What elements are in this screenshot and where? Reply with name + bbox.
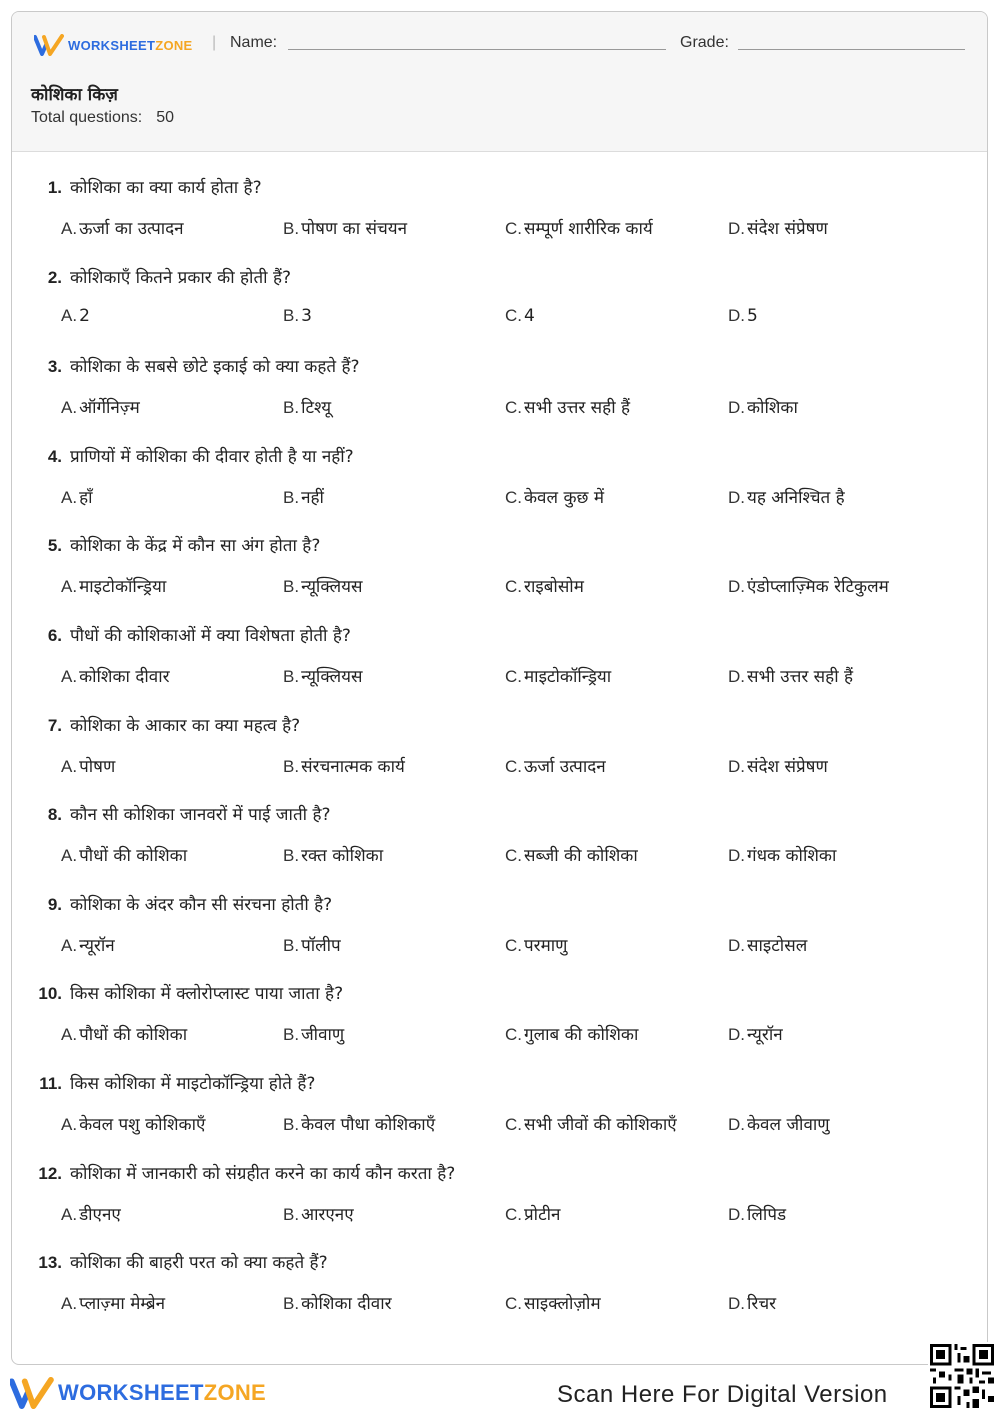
option-text: साइक्लोज़ोम xyxy=(524,1294,601,1314)
option-letter: B. xyxy=(283,1294,300,1313)
question-number: 12. xyxy=(38,1164,62,1183)
question-item xyxy=(12,1247,987,1336)
option-letter: C. xyxy=(505,936,522,955)
question-number: 13. xyxy=(38,1253,62,1272)
option-letter: D. xyxy=(728,488,745,507)
option-letter: B. xyxy=(283,1205,300,1224)
option-text: रिचर xyxy=(747,1294,777,1314)
answer-option[interactable] xyxy=(61,216,184,239)
answer-option[interactable] xyxy=(61,574,166,597)
answer-option[interactable] xyxy=(728,1202,786,1225)
option-letter: A. xyxy=(61,488,78,507)
option-text: माइटोकॉन्ड्रिया xyxy=(79,577,167,597)
option-letter: D. xyxy=(728,757,745,776)
total-questions-value: 50 xyxy=(156,109,174,126)
answer-option[interactable] xyxy=(728,933,807,956)
option-text: सभी जीवों की कोशिकाएँ xyxy=(524,1115,677,1135)
question-item xyxy=(12,799,987,888)
option-letter: A. xyxy=(61,398,78,417)
option-letter: C. xyxy=(505,1115,522,1134)
option-text: केवल पौधा कोशिकाएँ xyxy=(301,1115,436,1135)
option-letter: C. xyxy=(505,1025,522,1044)
answer-option[interactable] xyxy=(283,664,362,687)
option-letter: D. xyxy=(728,846,745,865)
answer-option[interactable] xyxy=(61,843,187,866)
scan-text: Scan Here For Digital Version xyxy=(557,1381,888,1408)
option-text: केवल पशु कोशिकाएँ xyxy=(79,1115,206,1135)
option-letter: A. xyxy=(61,667,78,686)
option-letter: A. xyxy=(61,577,78,596)
answer-option[interactable] xyxy=(61,1112,205,1135)
option-text: ऊर्जा का उत्पादन xyxy=(79,219,184,239)
option-text: न्यूक्लियस xyxy=(301,577,363,597)
option-letter: B. xyxy=(283,306,300,325)
question-prompt: किस कोशिका में क्लोरोप्लास्ट पाया जाता है? xyxy=(70,984,344,1004)
option-letter: D. xyxy=(728,667,745,686)
name-label: Name: xyxy=(230,34,278,51)
question-text xyxy=(26,802,331,825)
answer-option[interactable] xyxy=(728,1112,830,1135)
option-letter: C. xyxy=(505,667,522,686)
question-text xyxy=(26,354,360,377)
answer-option[interactable] xyxy=(283,1202,354,1225)
option-text: सम्पूर्ण शारीरिक कार्य xyxy=(524,219,653,239)
footer-logo xyxy=(10,1376,266,1410)
footer-logo-text-zone: ZONE xyxy=(203,1380,267,1405)
answer-option[interactable] xyxy=(61,1022,187,1045)
question-item xyxy=(12,530,987,619)
answer-option[interactable] xyxy=(728,1022,783,1045)
option-text: गंधक कोशिका xyxy=(747,846,837,866)
option-letter: C. xyxy=(505,1294,522,1313)
answer-option[interactable] xyxy=(283,1112,435,1135)
answer-option[interactable] xyxy=(61,664,170,687)
answer-option[interactable] xyxy=(505,843,638,866)
option-letter: D. xyxy=(728,1115,745,1134)
answer-option[interactable] xyxy=(728,485,845,508)
question-text xyxy=(26,623,351,646)
option-text: न्यूरॉन xyxy=(747,1025,783,1045)
answer-option[interactable] xyxy=(505,1022,638,1045)
question-text xyxy=(26,892,332,915)
option-letter: C. xyxy=(505,577,522,596)
total-questions-label: Total questions: xyxy=(31,109,143,126)
option-letter: D. xyxy=(728,398,745,417)
option-letter: A. xyxy=(61,757,78,776)
answer-option[interactable] xyxy=(505,574,584,597)
question-item xyxy=(12,710,987,799)
option-text: गुलाब की कोशिका xyxy=(524,1025,639,1045)
question-item xyxy=(12,262,987,351)
option-letter: A. xyxy=(61,1294,78,1313)
option-letter: A. xyxy=(61,219,78,238)
footer-logo-text-worksheet: WORKSHEET xyxy=(58,1380,204,1405)
answer-option[interactable] xyxy=(505,1112,677,1135)
grade-label: Grade: xyxy=(680,34,729,51)
option-text: संदेश संप्रेषण xyxy=(747,757,828,777)
answer-option[interactable] xyxy=(283,843,383,866)
option-text: न्यूक्लियस xyxy=(301,667,363,687)
option-text: पॉलीप xyxy=(301,936,341,956)
option-letter: B. xyxy=(283,757,300,776)
question-number: 3. xyxy=(47,357,62,376)
question-prompt: कोशिका की बाहरी परत को क्या कहते हैं? xyxy=(70,1253,328,1273)
option-text: परमाणु xyxy=(524,936,568,956)
option-letter: A. xyxy=(61,846,78,865)
answer-option[interactable] xyxy=(61,395,140,418)
logo-text-worksheet: WORKSHEET xyxy=(68,37,156,53)
option-letter: C. xyxy=(505,306,522,325)
option-letter: B. xyxy=(283,398,300,417)
question-prompt: कोशिकाएँ कितने प्रकार की होती हैं? xyxy=(70,268,292,288)
question-text xyxy=(26,1250,328,1273)
option-text: हाँ xyxy=(79,488,93,508)
option-text: पौधों की कोशिका xyxy=(79,1025,188,1045)
option-text: कोशिका xyxy=(747,398,798,418)
answer-option[interactable] xyxy=(283,395,331,418)
qr-code-icon[interactable] xyxy=(928,1342,996,1410)
option-text: यह अनिश्चित है xyxy=(747,488,845,508)
question-item xyxy=(12,1068,987,1157)
answer-option[interactable] xyxy=(505,395,630,418)
option-letter: D. xyxy=(728,219,745,238)
answer-option[interactable] xyxy=(728,664,853,687)
option-letter: D. xyxy=(728,306,745,325)
option-text: कोशिका दीवार xyxy=(301,1294,392,1314)
logo-text-zone: ZONE xyxy=(155,37,193,53)
answer-option[interactable] xyxy=(283,485,324,508)
answer-option[interactable] xyxy=(283,933,341,956)
option-text: न्यूरॉन xyxy=(79,936,115,956)
option-letter: A. xyxy=(61,306,78,325)
answer-option[interactable] xyxy=(728,754,828,777)
question-number: 9. xyxy=(47,895,62,914)
answer-option[interactable] xyxy=(505,485,604,508)
option-text: टिश्यू xyxy=(301,398,332,418)
option-letter: C. xyxy=(505,488,522,507)
worksheetzone-logo-icon xyxy=(10,1377,54,1409)
answer-option[interactable] xyxy=(283,1022,344,1045)
footer-logo-text xyxy=(58,1380,266,1406)
question-prompt: कौन सी कोशिका जानवरों में पाई जाती है? xyxy=(70,805,331,825)
option-text: पोषण का संचयन xyxy=(301,219,408,239)
logo-text xyxy=(68,38,193,53)
question-number: 6. xyxy=(47,626,62,645)
answer-option[interactable] xyxy=(728,395,798,418)
question-text xyxy=(26,713,300,736)
option-letter: D. xyxy=(728,1205,745,1224)
worksheetzone-logo-icon xyxy=(34,34,64,56)
option-text: केवल कुछ में xyxy=(524,488,604,508)
question-prompt: पौधों की कोशिकाओं में क्या विशेषता होती है? xyxy=(70,626,351,646)
answer-option[interactable] xyxy=(283,216,407,239)
answer-option[interactable] xyxy=(61,933,115,956)
option-letter: C. xyxy=(505,757,522,776)
option-letter: C. xyxy=(505,846,522,865)
answer-option[interactable] xyxy=(61,1202,121,1225)
question-item xyxy=(12,620,987,709)
option-letter: B. xyxy=(283,667,300,686)
option-text: राइबोसोम xyxy=(524,577,584,597)
answer-option[interactable] xyxy=(505,1291,601,1314)
option-letter: B. xyxy=(283,577,300,596)
option-text: जीवाणु xyxy=(301,1025,345,1045)
option-text: आरएनए xyxy=(301,1205,354,1225)
option-text: प्लाज़्मा मेम्ब्रेन xyxy=(79,1294,166,1314)
question-text xyxy=(26,1161,455,1184)
question-prompt: कोशिका के सबसे छोटे इकाई को क्या कहते हैं? xyxy=(70,357,360,377)
answer-option[interactable] xyxy=(505,754,606,777)
question-item xyxy=(12,889,987,978)
option-letter: A. xyxy=(61,1025,78,1044)
question-item xyxy=(12,1158,987,1247)
option-text: प्रोटीन xyxy=(524,1205,561,1225)
total-questions xyxy=(31,109,174,127)
question-item xyxy=(12,978,987,1067)
question-text xyxy=(26,265,291,288)
question-prompt: कोशिका के अंदर कौन सी संरचना होती है? xyxy=(70,895,333,915)
question-prompt: कोशिका में जानकारी को संग्रहीत करने का कार्य कौन करता है? xyxy=(70,1164,456,1184)
worksheet-sheet xyxy=(11,11,988,1365)
option-letter: D. xyxy=(728,577,745,596)
option-letter: C. xyxy=(505,219,522,238)
question-prompt: प्राणियों में कोशिका की दीवार होती है या नहीं? xyxy=(70,447,354,467)
option-text: सभी उत्तर सही हैं xyxy=(747,667,854,687)
answer-option[interactable] xyxy=(505,216,653,239)
option-letter: B. xyxy=(283,219,300,238)
option-letter: A. xyxy=(61,1115,78,1134)
option-letter: B. xyxy=(283,1115,300,1134)
option-text: 3 xyxy=(301,306,312,326)
option-text: संदेश संप्रेषण xyxy=(747,219,828,239)
option-text: ऑर्गेनिज़्म xyxy=(79,398,140,418)
question-text xyxy=(26,981,343,1004)
option-letter: D. xyxy=(728,1294,745,1313)
question-prompt: कोशिका का क्या कार्य होता है? xyxy=(70,178,262,198)
question-text xyxy=(26,1071,315,1094)
answer-option[interactable] xyxy=(283,754,405,777)
answer-option[interactable] xyxy=(283,574,362,597)
answer-option[interactable] xyxy=(61,754,115,777)
question-number: 7. xyxy=(47,716,62,735)
question-number: 11. xyxy=(39,1074,62,1093)
question-text xyxy=(26,444,354,467)
option-text: माइटोकॉन्ड्रिया xyxy=(524,667,612,687)
answer-option[interactable] xyxy=(728,1291,776,1314)
option-text: 4 xyxy=(524,306,535,326)
worksheet-header xyxy=(12,12,987,152)
name-field[interactable] xyxy=(288,49,666,50)
option-text: साइटोसल xyxy=(747,936,808,956)
option-letter: C. xyxy=(505,1205,522,1224)
option-text: 2 xyxy=(79,306,90,326)
answer-option[interactable] xyxy=(728,574,889,597)
option-letter: B. xyxy=(283,1025,300,1044)
option-text: कोशिका दीवार xyxy=(79,667,170,687)
question-number: 5. xyxy=(47,536,62,555)
option-text: पौधों की कोशिका xyxy=(79,846,188,866)
option-text: सभी उत्तर सही हैं xyxy=(524,398,631,418)
question-prompt: कोशिका के आकार का क्या महत्व है? xyxy=(70,716,301,736)
question-number: 1. xyxy=(47,178,62,197)
question-prompt: कोशिका के केंद्र में कौन सा अंग होता है? xyxy=(70,536,321,556)
option-letter: C. xyxy=(505,398,522,417)
answer-option[interactable] xyxy=(505,933,567,956)
answer-option[interactable] xyxy=(61,485,93,508)
option-letter: B. xyxy=(283,846,300,865)
option-text: पोषण xyxy=(79,757,116,777)
question-number: 10. xyxy=(38,984,62,1003)
answer-option[interactable] xyxy=(728,843,836,866)
answer-option[interactable] xyxy=(61,306,90,326)
header-logo xyxy=(34,34,193,56)
question-text xyxy=(26,175,262,198)
answer-option[interactable] xyxy=(728,216,828,239)
grade-field[interactable] xyxy=(738,49,965,50)
question-text xyxy=(26,533,320,556)
option-letter: D. xyxy=(728,936,745,955)
option-text: नहीं xyxy=(301,488,324,508)
header-divider: | xyxy=(212,34,217,51)
option-text: सब्जी की कोशिका xyxy=(524,846,638,866)
option-letter: D. xyxy=(728,1025,745,1044)
question-prompt: किस कोशिका में माइटोकॉन्ड्रिया होते हैं? xyxy=(70,1074,316,1094)
option-text: ऊर्जा उत्पादन xyxy=(524,757,606,777)
option-text: लिपिड xyxy=(747,1205,787,1225)
option-letter: A. xyxy=(61,936,78,955)
page-title: कोशिका किज़ xyxy=(31,85,118,105)
answer-option[interactable] xyxy=(505,664,611,687)
answer-option[interactable] xyxy=(728,306,758,326)
question-number: 2. xyxy=(47,268,62,287)
option-text: संरचनात्मक कार्य xyxy=(301,757,405,777)
option-text: रक्त कोशिका xyxy=(301,846,384,866)
option-text: एंडोप्लाज़्मिक रेटिकुलम xyxy=(747,577,889,597)
option-text: केवल जीवाणु xyxy=(747,1115,830,1135)
question-number: 4. xyxy=(47,447,62,466)
answer-option[interactable] xyxy=(505,1202,560,1225)
option-letter: A. xyxy=(61,1205,78,1224)
answer-option[interactable] xyxy=(283,1291,392,1314)
answer-option[interactable] xyxy=(505,306,535,326)
option-text: 5 xyxy=(747,306,758,326)
question-number: 8. xyxy=(47,805,62,824)
option-letter: B. xyxy=(283,936,300,955)
answer-option[interactable] xyxy=(61,1291,165,1314)
option-letter: B. xyxy=(283,488,300,507)
option-text: डीएनए xyxy=(79,1205,121,1225)
question-item xyxy=(12,441,987,530)
question-item xyxy=(12,172,987,261)
answer-option[interactable] xyxy=(283,306,312,326)
question-item xyxy=(12,351,987,440)
